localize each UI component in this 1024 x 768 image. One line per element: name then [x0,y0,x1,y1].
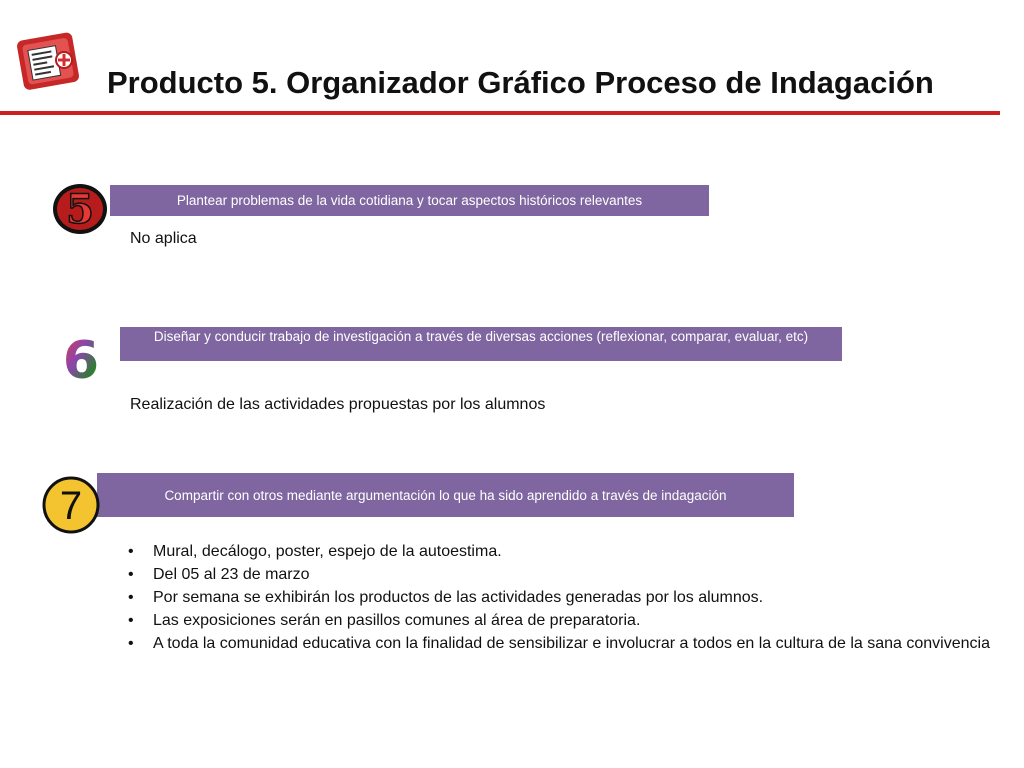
step-7-number: 7 [59,484,83,528]
step-6-body: Realización de las actividades propuestas por los alumnos [130,396,546,413]
page-title: Producto 5. Organizador Gráfico Proceso de Indagación [107,65,934,100]
number-7-badge [42,476,100,534]
step-7-band [97,473,794,517]
step-6-number: 6 [62,334,100,382]
list-item: • Del 05 al 23 de marzo [128,563,998,586]
number-6-badge [60,334,102,382]
step-7-bullet-list [128,540,998,655]
step-5-band-text: Plantear problemas de la vida cotidiana y tocar aspectos históricos relevantes [176,193,643,208]
step-5-body: No aplica [130,230,197,247]
step-6-band [120,327,842,361]
step-6-band-text: Diseñar y conducir trabajo de investigación a través de diversas acciones (reflexionar, comparar, evaluar, etc) [153,329,809,344]
list-item: • Mural, decálogo, poster, espejo de la autoestima. [128,540,998,563]
title-underline [0,111,1000,115]
number-5-badge [52,183,108,235]
list-item: • Por semana se exhibirán los productos de las actividades generadas por los alumnos. [128,586,998,609]
document-with-cross-icon [16,30,82,92]
step-5-band [110,185,709,216]
list-item: • Las exposiciones serán en pasillos comunes al área de preparatoria. [128,609,998,632]
step-7-band-text: Compartir con otros mediante argumentación lo que ha sido aprendido a través de indagación [164,487,727,503]
list-item: • A toda la comunidad educativa con la finalidad de sensibilizar e involucrar a todos en la cultura de la sana convivencia [128,632,998,655]
step-5-number: 5 [66,186,94,233]
